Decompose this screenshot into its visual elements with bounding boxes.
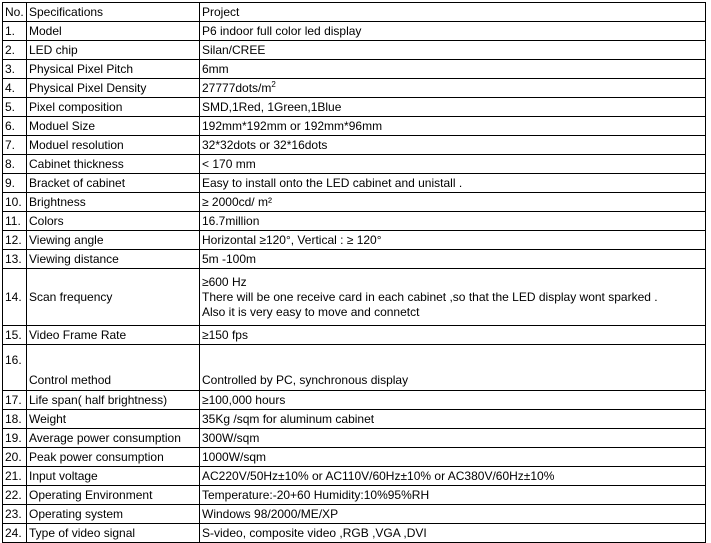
table-row	[3, 345, 706, 391]
table-row	[3, 467, 706, 486]
row-value: 6mm	[200, 60, 706, 79]
row-spec: Input voltage	[27, 467, 200, 486]
table-row	[3, 174, 706, 193]
row-no: 3.	[3, 60, 27, 79]
table-row	[3, 269, 706, 326]
row-no: 4.	[3, 79, 27, 98]
row-value-text: 27777dots/m	[202, 80, 272, 95]
table-row	[3, 524, 706, 543]
table-row	[3, 117, 706, 136]
header-spec: Specifications	[27, 3, 200, 22]
row-spec: Scan frequency	[27, 269, 200, 326]
row-spec: Peak power consumption	[27, 448, 200, 467]
row-no: 6.	[3, 117, 27, 136]
row-no: 18.	[3, 410, 27, 429]
row-value: 192mm*192mm or 192mm*96mm	[200, 117, 706, 136]
row-value: Controlled by PC, synchronous display	[200, 345, 706, 391]
table-row	[3, 98, 706, 117]
row-value: AC220V/50Hz±10% or AC110V/60Hz±10% or AC380V/60Hz±10%	[200, 467, 706, 486]
row-spec: Type of video signal	[27, 524, 200, 543]
row-no: 13.	[3, 250, 27, 269]
row-no: 21.	[3, 467, 27, 486]
table-row	[3, 410, 706, 429]
row-no: 7.	[3, 136, 27, 155]
row-value: ≥ 2000cd/ m²	[200, 193, 706, 212]
table-row	[3, 60, 706, 79]
row-spec: Cabinet thickness	[27, 155, 200, 174]
row-spec: Bracket of cabinet	[27, 174, 200, 193]
row-spec: Viewing angle	[27, 231, 200, 250]
row-value: 1000W/sqm	[200, 448, 706, 467]
header-no: No.	[3, 3, 27, 22]
row-spec: Life span( half brightness)	[27, 391, 200, 410]
row-no: 14.	[3, 269, 27, 326]
superscript: 2	[271, 79, 276, 89]
row-no: 16.	[3, 345, 27, 391]
row-spec: Average power consumption	[27, 429, 200, 448]
row-spec: Model	[27, 22, 200, 41]
table-row	[3, 505, 706, 524]
row-no: 19.	[3, 429, 27, 448]
row-spec: Operating system	[27, 505, 200, 524]
header-value: Project	[200, 3, 706, 22]
row-spec: Pixel composition	[27, 98, 200, 117]
row-value: Windows 98/2000/ME/XP	[200, 505, 706, 524]
row-spec: Moduel resolution	[27, 136, 200, 155]
table-row	[3, 41, 706, 60]
table-row	[3, 391, 706, 410]
row-value: Horizontal ≥120°, Vertical : ≥ 120°	[200, 231, 706, 250]
row-value: ≥150 fps	[200, 326, 706, 345]
table-row	[3, 429, 706, 448]
row-value: < 170 mm	[200, 155, 706, 174]
row-spec: Video Frame Rate	[27, 326, 200, 345]
table-row	[3, 486, 706, 505]
row-value: SMD,1Red, 1Green,1Blue	[200, 98, 706, 117]
table-row	[3, 22, 706, 41]
row-value: ≥100,000 hours	[200, 391, 706, 410]
row-no: 22.	[3, 486, 27, 505]
row-no: 24.	[3, 524, 27, 543]
row-value: 5m -100m	[200, 250, 706, 269]
row-spec: Brightness	[27, 193, 200, 212]
row-spec: Physical Pixel Density	[27, 79, 200, 98]
row-value: Temperature:-20+60 Humidity:10%95%RH	[200, 486, 706, 505]
table-row	[3, 250, 706, 269]
row-no: 15.	[3, 326, 27, 345]
row-value: P6 indoor full color led display	[200, 22, 706, 41]
row-spec: Weight	[27, 410, 200, 429]
spec-table	[2, 2, 706, 543]
spec-sheet	[2, 2, 706, 543]
table-row	[3, 136, 706, 155]
table-row	[3, 79, 706, 98]
row-spec: LED chip	[27, 41, 200, 60]
row-value: S-video, composite video ,RGB ,VGA ,DVI	[200, 524, 706, 543]
row-spec: Moduel Size	[27, 117, 200, 136]
row-no: 2.	[3, 41, 27, 60]
row-no: 12.	[3, 231, 27, 250]
row-value	[200, 269, 706, 326]
row-spec: Viewing distance	[27, 250, 200, 269]
table-row	[3, 212, 706, 231]
row-no: 11.	[3, 212, 27, 231]
row-spec: Control method	[27, 345, 200, 391]
table-row	[3, 155, 706, 174]
row-no: 5.	[3, 98, 27, 117]
row-no: 20.	[3, 448, 27, 467]
row-spec: Operating Environment	[27, 486, 200, 505]
table-row	[3, 448, 706, 467]
row-spec: Physical Pixel Pitch	[27, 60, 200, 79]
row-no: 1.	[3, 22, 27, 41]
row-value: 35Kg /sqm for aluminum cabinet	[200, 410, 706, 429]
row-value-line: There will be one receive card in each cabinet ,so that the LED display wont sparked .	[202, 289, 658, 304]
row-value: 16.7million	[200, 212, 706, 231]
row-no: 10.	[3, 193, 27, 212]
row-value	[200, 79, 706, 98]
row-no: 9.	[3, 174, 27, 193]
table-row	[3, 231, 706, 250]
row-value: 32*32dots or 32*16dots	[200, 136, 706, 155]
row-value-line: ≥600 Hz	[202, 274, 247, 289]
row-value-line: Also it is very easy to move and connetct	[202, 304, 420, 319]
row-no: 8.	[3, 155, 27, 174]
header-row	[3, 3, 706, 22]
row-value: 300W/sqm	[200, 429, 706, 448]
table-row	[3, 326, 706, 345]
row-no: 17.	[3, 391, 27, 410]
row-value: Easy to install onto the LED cabinet and unistall .	[200, 174, 706, 193]
row-spec: Colors	[27, 212, 200, 231]
row-value: Silan/CREE	[200, 41, 706, 60]
table-row	[3, 193, 706, 212]
row-no: 23.	[3, 505, 27, 524]
